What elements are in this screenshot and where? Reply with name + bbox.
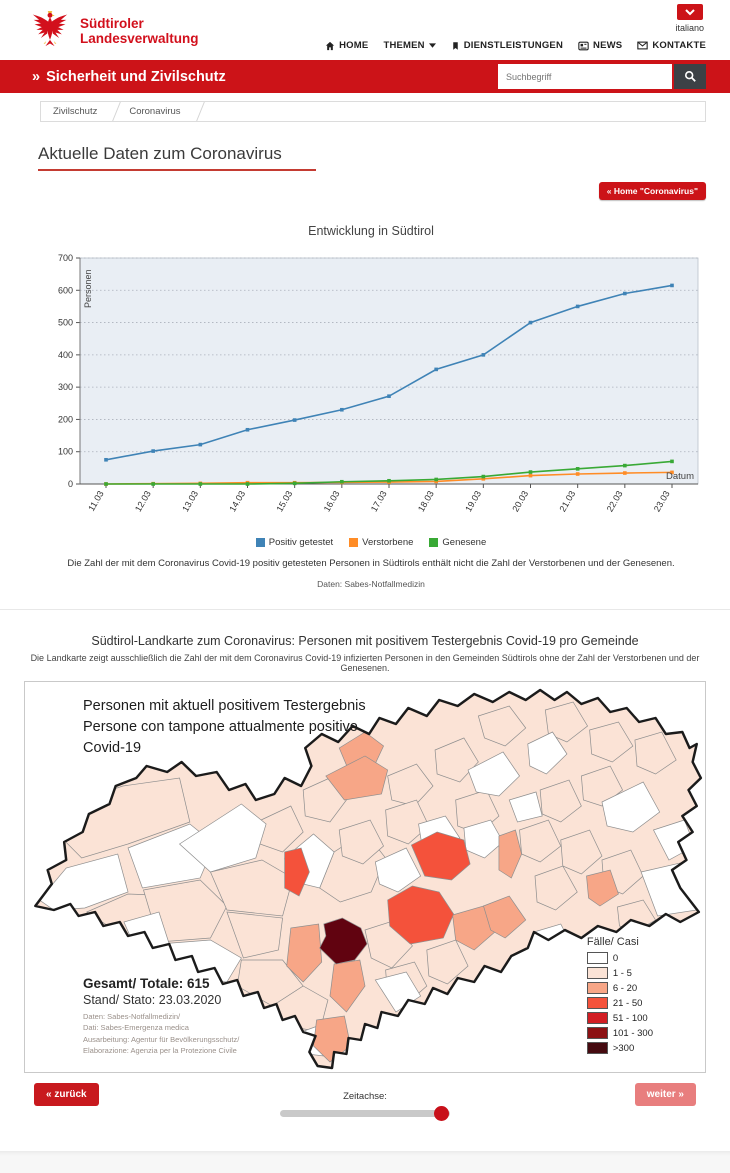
eagle-logo-icon xyxy=(30,6,70,55)
timeline-slider-track[interactable] xyxy=(280,1110,450,1117)
svg-text:23.03: 23.03 xyxy=(651,489,672,514)
map-legend-row: 1 - 5 xyxy=(587,967,653,979)
map-legend-row: 0 xyxy=(587,952,653,964)
section-title[interactable]: » Sicherheit und Zivilschutz xyxy=(32,68,226,85)
back-button[interactable]: « zurück xyxy=(34,1083,99,1106)
svg-text:13.03: 13.03 xyxy=(180,489,201,514)
svg-text:700: 700 xyxy=(57,253,73,263)
svg-text:12.03: 12.03 xyxy=(132,489,153,514)
svg-text:18.03: 18.03 xyxy=(415,489,436,514)
next-button[interactable]: weiter » xyxy=(635,1083,696,1106)
map-legend xyxy=(587,936,653,1054)
search-icon xyxy=(684,70,697,83)
svg-text:300: 300 xyxy=(57,382,73,393)
map-legend-row: 21 - 50 xyxy=(587,997,653,1009)
chart-legend-item: Genesene xyxy=(429,537,486,548)
chevron-down-icon xyxy=(684,8,696,16)
svg-text:100: 100 xyxy=(57,446,73,457)
search-input[interactable] xyxy=(498,64,672,89)
chart-title: Entwicklung in Südtirol xyxy=(308,224,434,238)
map-legend-row: 6 - 20 xyxy=(587,982,653,994)
breadcrumb-coronavirus[interactable]: Coronavirus xyxy=(129,106,181,117)
language-toggle-button[interactable] xyxy=(677,4,703,20)
logo[interactable] xyxy=(30,6,199,55)
svg-text:21.03: 21.03 xyxy=(557,489,578,514)
svg-text:15.03: 15.03 xyxy=(274,489,295,514)
mail-icon xyxy=(637,41,648,50)
chart-legend-item: Positiv getestet xyxy=(256,537,333,548)
nav-item-home[interactable]: HOME xyxy=(325,40,368,51)
svg-text:0: 0 xyxy=(67,479,73,489)
home-coronavirus-button[interactable]: « Home "Coronavirus" xyxy=(599,182,706,200)
chevron-down-icon xyxy=(429,43,436,48)
header xyxy=(0,0,730,60)
timeline-controls xyxy=(34,1083,696,1133)
timeline xyxy=(265,1083,465,1117)
language-option-italiano[interactable]: italiano xyxy=(675,23,704,33)
breadcrumb xyxy=(40,101,706,122)
news-icon xyxy=(578,41,589,51)
svg-text:14.03: 14.03 xyxy=(227,489,248,514)
svg-text:16.03: 16.03 xyxy=(321,489,342,514)
svg-text:20.03: 20.03 xyxy=(510,489,531,514)
line-chart xyxy=(32,244,710,535)
map-subtitle: Die Landkarte zeigt ausschließlich die Zahl der mit dem Coronavirus Covid-19 infizierten Personen in den Gemeinden Südtirols ohne der Zahl der Verstorbenen und der Genesenen. xyxy=(30,653,700,673)
chart-legend-item: Verstorbene xyxy=(349,537,413,548)
map-legend-row: 51 - 100 xyxy=(587,1012,653,1024)
svg-text:17.03: 17.03 xyxy=(368,489,389,514)
section-bar xyxy=(0,60,730,93)
svg-text:11.03: 11.03 xyxy=(86,489,106,513)
page-title: Aktuelle Daten zum Coronavirus xyxy=(38,144,316,171)
svg-text:19.03: 19.03 xyxy=(463,489,484,514)
language-switcher xyxy=(675,4,704,33)
nav-item-themen[interactable]: THEMEN xyxy=(383,40,435,51)
timeline-label: Zeitachse: xyxy=(343,1091,387,1102)
home-icon xyxy=(325,41,335,51)
page-footer xyxy=(0,1151,730,1173)
chart-source: Daten: Sabes-Notfallmedizin xyxy=(317,579,425,589)
map-total-value: Gesamt/ Totale: 615 xyxy=(83,976,210,991)
svg-text:22.03: 22.03 xyxy=(604,489,625,514)
search-form xyxy=(498,64,706,89)
map-credits: Daten: Sabes-Notfallmedizin/ Dati: Sabes-Emergenza medica Ausarbeitung: Agentur für Bevölkerungsschutz/ Elaborazione: Agenzia per la Protezione Civile xyxy=(83,1012,240,1055)
nav-item-dienstleistungen[interactable]: DIENSTLEISTUNGEN xyxy=(451,40,563,51)
choropleth-map xyxy=(24,681,706,1073)
svg-text:400: 400 xyxy=(57,349,73,360)
svg-text:200: 200 xyxy=(57,414,73,425)
chart-section xyxy=(32,224,710,589)
chart-legend xyxy=(32,537,710,548)
map-title: Südtirol-Landkarte zum Coronavirus: Personen mit positivem Testergebnis Covid-19 pro Gemeinde xyxy=(91,634,639,648)
svg-text:Datum: Datum xyxy=(666,471,694,482)
map-legend-row: 101 - 300 xyxy=(587,1027,653,1039)
breadcrumb-zivilschutz[interactable]: Zivilschutz xyxy=(53,106,98,117)
map-date-value: Stand/ Stato: 23.03.2020 xyxy=(83,993,222,1007)
chart-caption: Die Zahl der mit dem Coronavirus Covid-19 positiv getesteten Personen in Südtirols enthält nicht die Zahl der Verstorbenen und der Genesenen. xyxy=(67,558,675,569)
search-button[interactable] xyxy=(674,64,706,89)
map-inner-title: Personen mit aktuell positivem Testergebnis Persone con tampone attualmente positivo Covid-19 xyxy=(83,698,366,757)
map-legend-row: >300 xyxy=(587,1042,653,1054)
nav-item-news[interactable]: NEWS xyxy=(578,40,622,51)
double-chevron-marker: » xyxy=(32,68,41,85)
bookmark-icon xyxy=(451,41,460,51)
map-totals xyxy=(83,976,239,1056)
main-nav xyxy=(325,40,706,51)
svg-text:500: 500 xyxy=(57,317,73,328)
map-section xyxy=(24,634,706,1073)
svg-text:600: 600 xyxy=(57,285,73,296)
map-legend-title: Fälle/ Casi xyxy=(586,936,639,948)
brand-name: Südtiroler Landesverwaltung xyxy=(80,15,199,46)
section-divider xyxy=(0,609,730,610)
nav-item-kontakte[interactable]: KONTAKTE xyxy=(637,40,706,51)
svg-text:Personen: Personen xyxy=(83,269,93,308)
timeline-slider-thumb[interactable] xyxy=(434,1106,449,1121)
